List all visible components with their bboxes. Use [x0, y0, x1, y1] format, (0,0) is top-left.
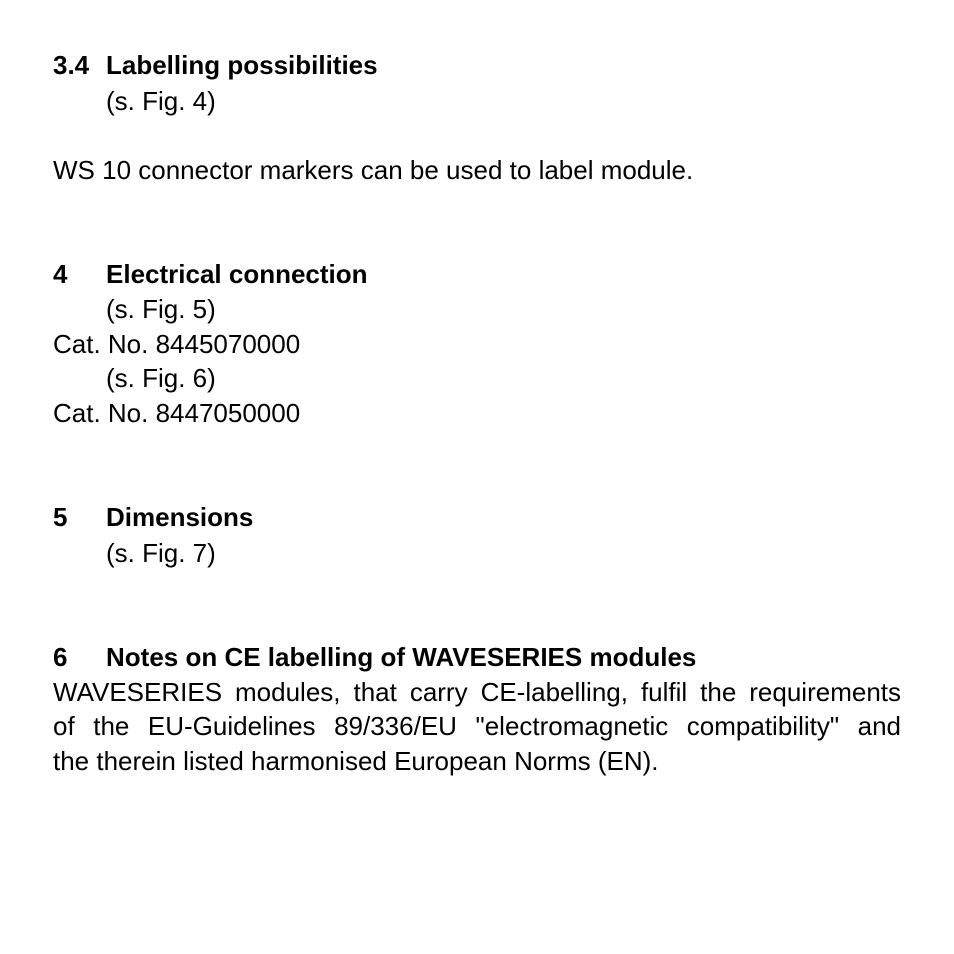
section-6-heading [53, 642, 696, 672]
catalog-number: Cat. No. 8445070000 [53, 329, 301, 359]
paragraph-line: of the EU-Guidelines 89/336/EU "electromagnetic compatibility" and [53, 711, 901, 741]
section-number: 6 [53, 642, 68, 672]
section-number: 4 [53, 259, 68, 289]
paragraph: WS 10 connector markers can be used to label module. [53, 155, 694, 185]
section-5-heading [53, 502, 253, 532]
section-title: Electrical connection [106, 259, 368, 289]
figure-reference: (s. Fig. 4) [106, 86, 216, 116]
paragraph-line: the therein listed harmonised European Norms (EN). [53, 746, 659, 776]
section-4-heading [53, 259, 368, 289]
figure-reference: (s. Fig. 7) [106, 538, 216, 568]
catalog-number: Cat. No. 8447050000 [53, 398, 301, 428]
section-number: 3.4 [53, 50, 90, 80]
figure-reference: (s. Fig. 5) [106, 294, 216, 324]
section-title: Labelling possibilities [106, 50, 378, 80]
document-page [53, 0, 913, 954]
figure-reference: (s. Fig. 6) [106, 363, 216, 393]
section-number: 5 [53, 502, 68, 532]
section-3-4-heading [53, 50, 378, 80]
section-title: Notes on CE labelling of WAVESERIES modules [106, 642, 697, 672]
section-title: Dimensions [106, 502, 254, 532]
paragraph-line: WAVESERIES modules, that carry CE-labelling, fulfil the requirements [53, 677, 901, 707]
